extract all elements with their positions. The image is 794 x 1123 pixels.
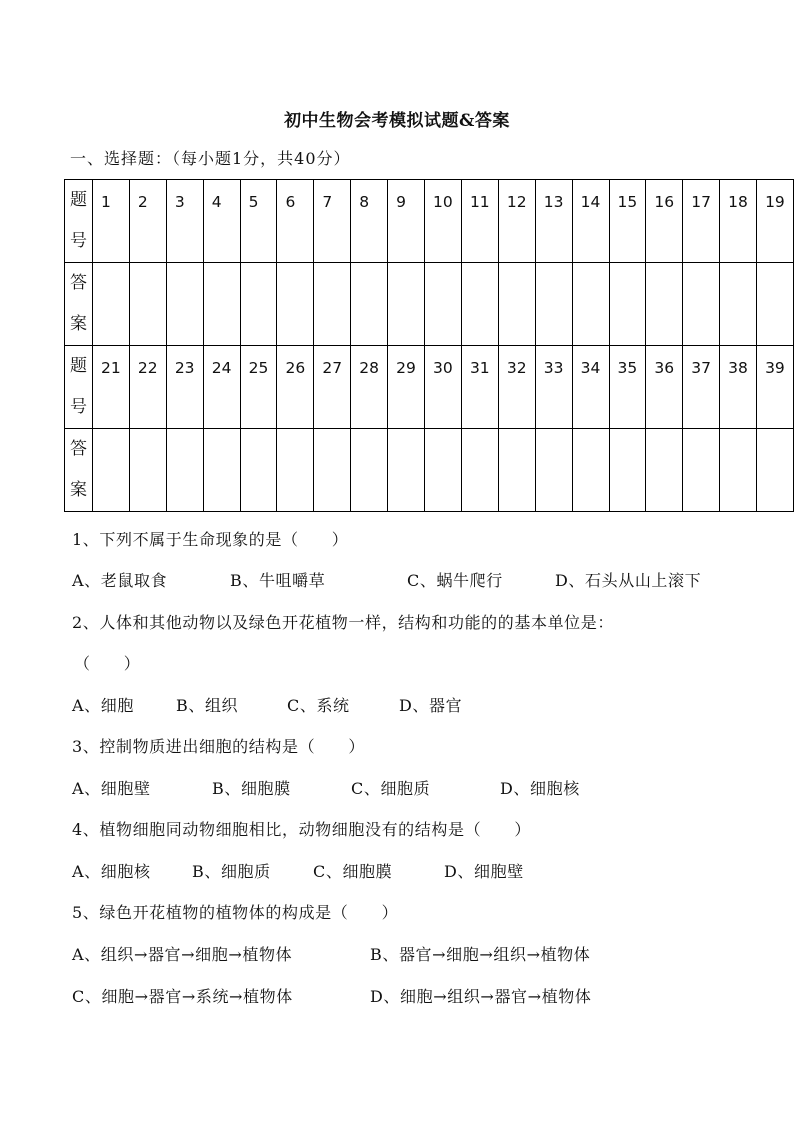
answer-cell[interactable] bbox=[166, 429, 203, 512]
number-row-2 bbox=[65, 346, 794, 429]
answer-cell[interactable] bbox=[683, 263, 720, 346]
answer-cell[interactable] bbox=[388, 429, 425, 512]
question-number: 2 bbox=[129, 180, 166, 263]
question-number: 16 bbox=[646, 180, 683, 263]
option-a: A、细胞 bbox=[72, 696, 134, 715]
option-c: C、细胞膜 bbox=[313, 862, 393, 881]
question-number: 1 bbox=[93, 180, 130, 263]
answer-cell[interactable] bbox=[609, 263, 646, 346]
row-label-answer: 答 案 bbox=[65, 429, 93, 512]
question-number: 17 bbox=[683, 180, 720, 263]
answer-cell[interactable] bbox=[425, 429, 462, 512]
question-5-stem: 5、绿色开花植物的植物体的构成是（ ） bbox=[72, 903, 399, 922]
answer-cell[interactable] bbox=[314, 263, 351, 346]
option-b: B、牛咀嚼草 bbox=[230, 571, 326, 590]
answer-cell[interactable] bbox=[535, 429, 572, 512]
answer-row-2 bbox=[65, 429, 794, 512]
question-number: 5 bbox=[240, 180, 277, 263]
answer-cell[interactable] bbox=[461, 429, 498, 512]
question-2-options bbox=[72, 693, 462, 716]
answer-cell[interactable] bbox=[129, 429, 166, 512]
answer-cell[interactable] bbox=[240, 263, 277, 346]
question-number: 10 bbox=[425, 180, 462, 263]
answer-cell[interactable] bbox=[129, 263, 166, 346]
question-number: 18 bbox=[720, 180, 757, 263]
option-a: A、组织→器官→细胞→植物体 bbox=[72, 945, 293, 964]
answer-cell[interactable] bbox=[609, 429, 646, 512]
answer-cell[interactable] bbox=[720, 429, 757, 512]
question-3-options bbox=[72, 776, 580, 799]
answer-cell[interactable] bbox=[535, 263, 572, 346]
question-number: 21 bbox=[93, 346, 130, 429]
option-a: A、细胞核 bbox=[72, 862, 151, 881]
answer-cell[interactable] bbox=[572, 263, 609, 346]
question-number: 25 bbox=[240, 346, 277, 429]
question-number: 36 bbox=[646, 346, 683, 429]
question-number: 24 bbox=[203, 346, 240, 429]
answer-row-1 bbox=[65, 263, 794, 346]
question-number: 23 bbox=[166, 346, 203, 429]
question-number: 6 bbox=[277, 180, 314, 263]
answer-cell[interactable] bbox=[277, 263, 314, 346]
question-number: 26 bbox=[277, 346, 314, 429]
option-c: C、细胞质 bbox=[351, 779, 431, 798]
option-d: D、细胞→组织→器官→植物体 bbox=[370, 987, 592, 1006]
question-number: 11 bbox=[461, 180, 498, 263]
question-number: 9 bbox=[388, 180, 425, 263]
question-1-stem: 1、下列不属于生命现象的是（ ） bbox=[72, 530, 349, 549]
answer-cell[interactable] bbox=[646, 429, 683, 512]
answer-cell[interactable] bbox=[757, 263, 794, 346]
question-number: 27 bbox=[314, 346, 351, 429]
answer-cell[interactable] bbox=[166, 263, 203, 346]
question-number: 4 bbox=[203, 180, 240, 263]
option-c: C、系统 bbox=[287, 696, 350, 715]
question-4-options bbox=[72, 859, 524, 882]
question-5-options-ab bbox=[72, 942, 590, 965]
answer-cell[interactable] bbox=[314, 429, 351, 512]
option-c: C、细胞→器官→系统→植物体 bbox=[72, 987, 293, 1006]
answer-cell[interactable] bbox=[351, 263, 388, 346]
option-b: B、组织 bbox=[176, 696, 239, 715]
option-d: D、器官 bbox=[399, 696, 463, 715]
option-a: A、细胞壁 bbox=[72, 779, 151, 798]
question-number: 39 bbox=[757, 346, 794, 429]
answer-cell[interactable] bbox=[683, 429, 720, 512]
question-number: 38 bbox=[720, 346, 757, 429]
answer-cell[interactable] bbox=[461, 263, 498, 346]
question-4-stem: 4、植物细胞同动物细胞相比，动物细胞没有的结构是（ ） bbox=[72, 820, 531, 839]
answer-cell[interactable] bbox=[757, 429, 794, 512]
row-label-number: 题 号 bbox=[65, 180, 93, 263]
question-number: 29 bbox=[388, 346, 425, 429]
answer-cell[interactable] bbox=[93, 263, 130, 346]
question-number: 19 bbox=[757, 180, 794, 263]
number-row-1 bbox=[65, 180, 794, 263]
option-d: D、细胞核 bbox=[500, 779, 580, 798]
question-number: 8 bbox=[351, 180, 388, 263]
answer-cell[interactable] bbox=[203, 429, 240, 512]
question-number: 28 bbox=[351, 346, 388, 429]
question-number: 13 bbox=[535, 180, 572, 263]
question-2-stem: 2、人体和其他动物以及绿色开花植物一样，结构和功能的的基本单位是： bbox=[72, 613, 614, 632]
question-5-options-cd bbox=[72, 984, 591, 1007]
question-number: 7 bbox=[314, 180, 351, 263]
option-b: B、细胞质 bbox=[192, 862, 271, 881]
answer-cell[interactable] bbox=[498, 429, 535, 512]
row-label-number: 题 号 bbox=[65, 346, 93, 429]
section-heading: 一、选择题：（每小题1分，共40分） bbox=[70, 149, 351, 168]
option-d: D、石头从山上滚下 bbox=[555, 571, 702, 590]
question-3-stem: 3、控制物质进出细胞的结构是（ ） bbox=[72, 737, 365, 756]
answer-cell[interactable] bbox=[93, 429, 130, 512]
option-b: B、细胞膜 bbox=[212, 779, 291, 798]
answer-grid bbox=[64, 179, 794, 512]
answer-cell[interactable] bbox=[203, 263, 240, 346]
question-number: 22 bbox=[129, 346, 166, 429]
answer-cell[interactable] bbox=[425, 263, 462, 346]
answer-cell[interactable] bbox=[388, 263, 425, 346]
question-number: 15 bbox=[609, 180, 646, 263]
question-number: 34 bbox=[572, 346, 609, 429]
question-number: 3 bbox=[166, 180, 203, 263]
question-number: 32 bbox=[498, 346, 535, 429]
option-d: D、细胞壁 bbox=[444, 862, 524, 881]
answer-cell[interactable] bbox=[351, 429, 388, 512]
question-number: 14 bbox=[572, 180, 609, 263]
question-number: 33 bbox=[535, 346, 572, 429]
row-label-answer: 答 案 bbox=[65, 263, 93, 346]
question-number: 12 bbox=[498, 180, 535, 263]
answer-cell[interactable] bbox=[572, 429, 609, 512]
question-number: 31 bbox=[461, 346, 498, 429]
answer-cell[interactable] bbox=[240, 429, 277, 512]
answer-cell[interactable] bbox=[498, 263, 535, 346]
question-1-options bbox=[72, 568, 701, 591]
answer-cell[interactable] bbox=[720, 263, 757, 346]
answer-cell[interactable] bbox=[277, 429, 314, 512]
question-2-stem-continued: （ ） bbox=[74, 654, 141, 673]
answer-cell[interactable] bbox=[646, 263, 683, 346]
question-number: 35 bbox=[609, 346, 646, 429]
option-c: C、蜗牛爬行 bbox=[407, 571, 503, 590]
option-b: B、器官→细胞→组织→植物体 bbox=[370, 945, 591, 964]
question-number: 37 bbox=[683, 346, 720, 429]
option-a: A、老鼠取食 bbox=[72, 571, 168, 590]
question-number: 30 bbox=[425, 346, 462, 429]
document-title: 初中生物会考模拟试题&答案 bbox=[284, 111, 510, 131]
